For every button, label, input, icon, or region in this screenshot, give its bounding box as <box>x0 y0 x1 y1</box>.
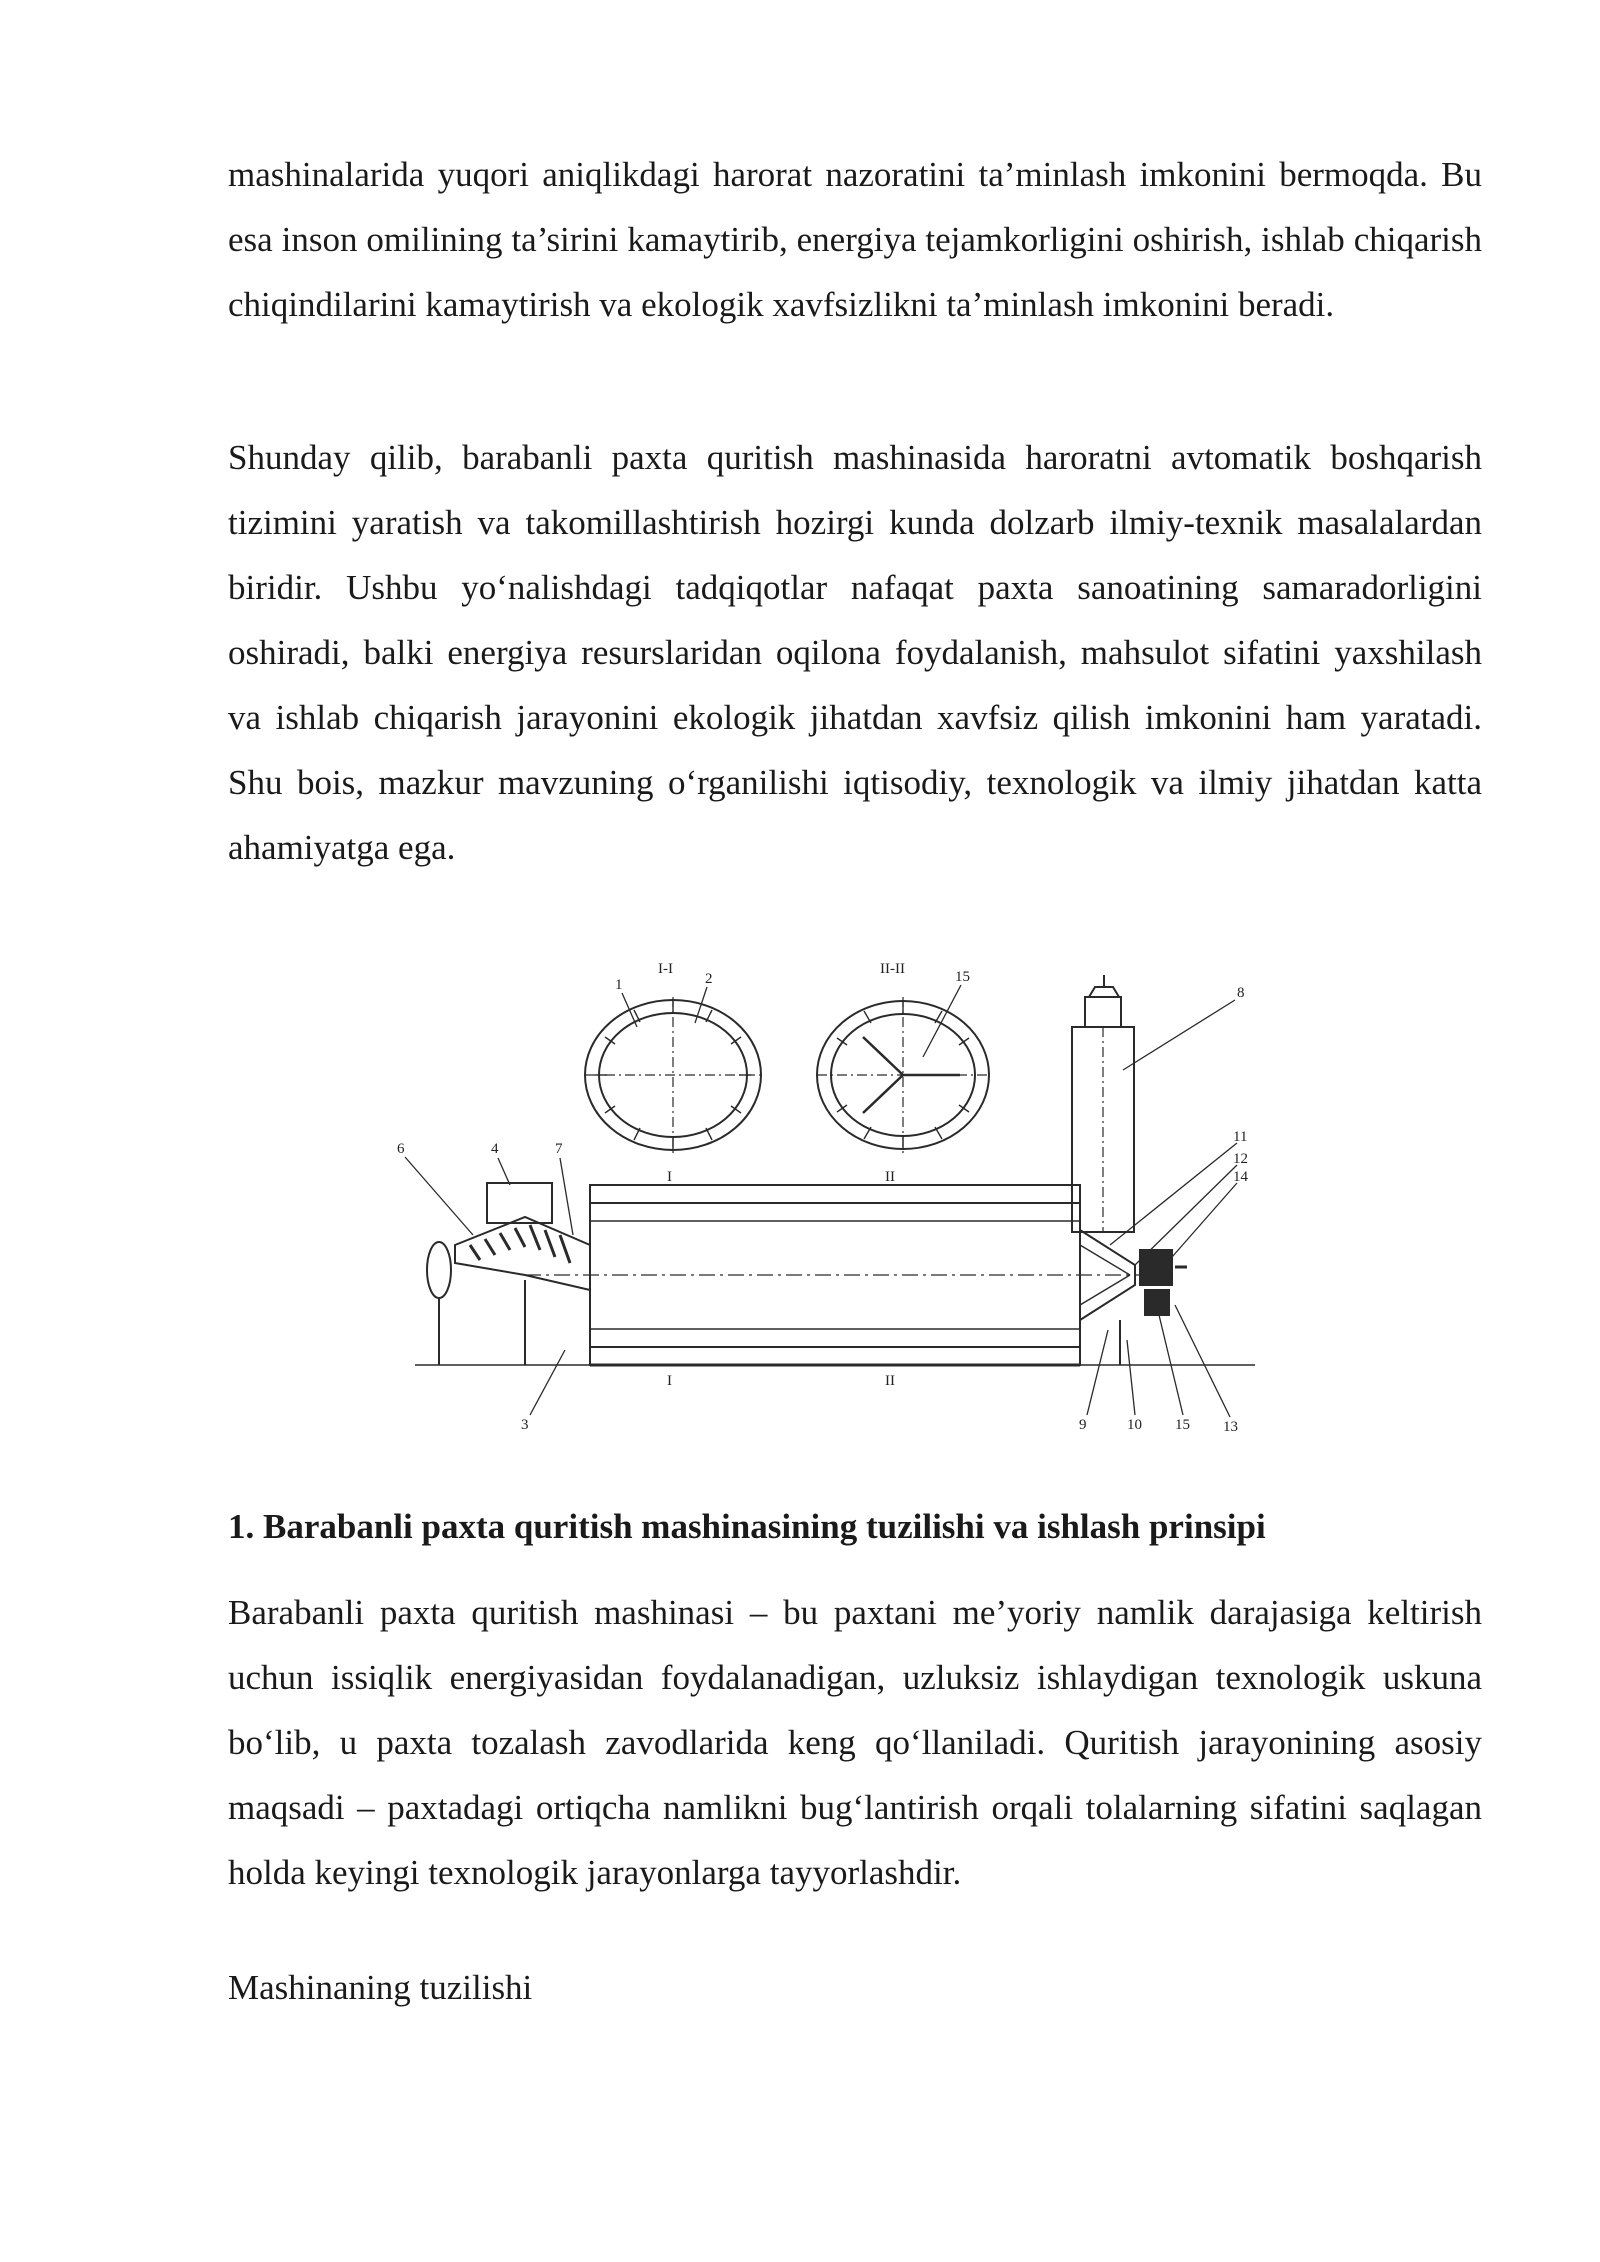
part-label-15-top: 15 <box>955 969 970 985</box>
exhaust-chimney <box>1072 975 1134 1232</box>
part-label-2: 2 <box>705 971 713 987</box>
dryer-drum-drawing <box>375 945 1275 1445</box>
section-heading: 1. Barabanli paxta quritish mashinasining tuzilishi va ishlash prinsipi <box>228 1507 1266 1546</box>
cut-label-top-2: II <box>885 1169 895 1185</box>
part-label-10: 10 <box>1127 1417 1142 1433</box>
cross-section-1 <box>585 997 761 1153</box>
paragraph-4: Mashinaning tuzilishi <box>228 1968 533 2007</box>
paragraph-1: mashinalarida yuqori aniqlikdagi harorat nazoratini ta’minlash imkonini bermoqda. Bu esa inson omilining ta’sirini kamaytirib, energiya tejamkorligini oshirish, ishlab chiqarish chiqindilarini kamaytirish va ekologik xavfsizlikni ta’minlash imkonini beradi. <box>228 155 1482 324</box>
part-label-15: 15 <box>1175 1417 1190 1433</box>
part-label-13: 13 <box>1223 1419 1238 1435</box>
discharge-unit <box>1080 1230 1187 1365</box>
part-label-14: 14 <box>1233 1169 1248 1185</box>
drying-drum <box>525 1185 1165 1365</box>
cut-label-top-1: I <box>667 1169 672 1185</box>
cut-label-bottom-2: II <box>885 1373 895 1389</box>
part-label-9: 9 <box>1079 1417 1087 1433</box>
cut-label-bottom-1: I <box>667 1373 672 1389</box>
paragraph-2: Shunday qilib, barabanli paxta quritish mashinasida haroratni avtomatik boshqarish tizimini yaratish va takomillashtirish hozirgi kunda dolzarb ilmiy-texnik masalalardan biridir. Ushbu yo‘nalishdagi tadqiqotlar nafaqat paxta sanoatining samaradorligini oshiradi, balki energiya resurslaridan oqilona foydalanish, mahsulot sifatini yaxshilash va ishlab chiqarish jarayonini ekologik jihatdan xavfsiz qilish imkonini ham yaratadi. Shu bois, mazkur mavzuning o‘rganilishi iqtisodiy, texnologik va ilmiy jihatdan katta ahamiyatga ega. <box>228 438 1482 867</box>
leader-lines <box>405 985 1237 1417</box>
part-label-11: 11 <box>1233 1129 1248 1145</box>
part-label-7: 7 <box>555 1141 563 1157</box>
part-label-3: 3 <box>521 1417 529 1433</box>
paragraph-3: Barabanli paxta quritish mashinasi – bu paxtani me’yoriy namlik darajasiga keltirish uchun issiqlik energiyasidan foydalanadigan, uzluksiz ishlaydigan texnologik uskuna bo‘lib, u paxta tozalash zavodlarida keng qo‘llaniladi. Quritish jarayonining asosiy maqsadi – paxtadagi ortiqcha namlikni bug‘lantirish orqali tolalarning sifatini saqlagan holda keyingi texnologik jarayonlarga tayyorlashdir. <box>228 1593 1482 1892</box>
part-label-12: 12 <box>1233 1151 1248 1167</box>
section-label-2: II-II <box>880 961 905 977</box>
part-label-4: 4 <box>491 1141 499 1157</box>
part-label-6: 6 <box>397 1141 405 1157</box>
technical-diagram <box>375 945 1275 1445</box>
part-label-8: 8 <box>1237 985 1245 1001</box>
part-label-1: 1 <box>615 977 623 993</box>
section-label-1: I-I <box>658 961 673 977</box>
cross-section-2 <box>817 997 989 1153</box>
